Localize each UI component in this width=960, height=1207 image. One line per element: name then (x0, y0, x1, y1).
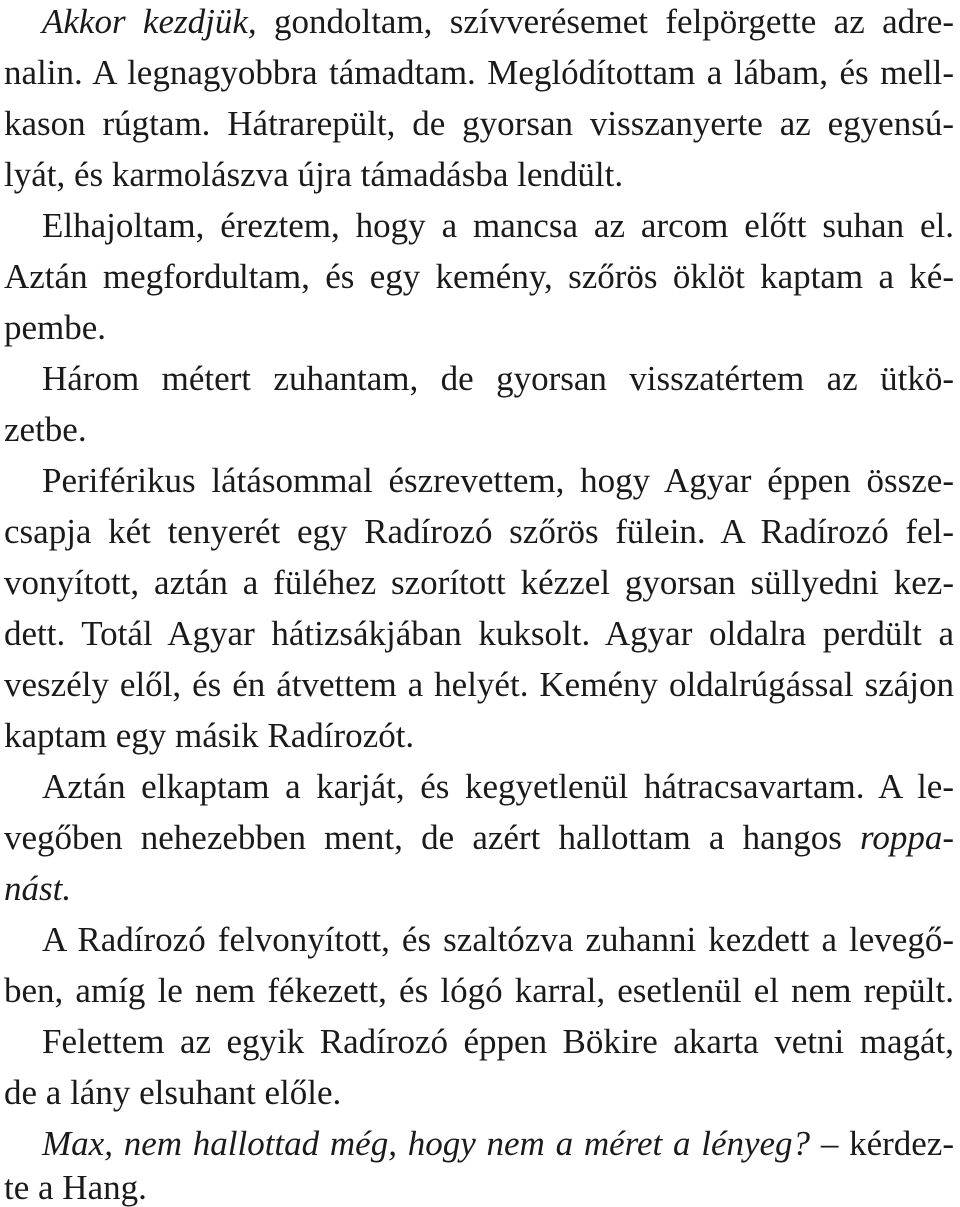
text-line: nást. (4, 869, 72, 908)
text-line: Három métert zuhantam, de gyorsan visszatértem az ütkö- (42, 359, 954, 398)
text-line: te a Hang. (4, 1168, 147, 1207)
text-line: pembe. (4, 308, 107, 347)
text-line: Akkor kezdjük, gondoltam, szívverésemet felpörgette az adre- (42, 2, 954, 41)
text-line: Periférikus látásommal észrevettem, hogy Agyar éppen össze- (42, 461, 954, 500)
text-line: vonyított, aztán a füléhez szorított kézzel gyorsan süllyedni kez- (4, 563, 954, 602)
text-line: nalin. A legnagyobbra támadtam. Meglódítottam a lábam, és mell- (4, 53, 954, 92)
text-line: kason rúgtam. Hátrarepült, de gyorsan visszanyerte az egyensú- (4, 104, 954, 143)
text-line: Aztán elkaptam a karját, és kegyetlenül hátracsavartam. A le- (42, 767, 954, 806)
text-line: dett. Totál Agyar hátizsákjában kuksolt. Agyar oldalra perdült a (4, 614, 954, 653)
text-line: Max, nem hallottad még, hogy nem a méret a lényeg? – kérdez- (42, 1124, 954, 1163)
text-line: ben, amíg le nem fékezett, és lógó karral, esetlenül el nem repült. (4, 971, 954, 1010)
text-line: A Radírozó felvonyított, és szaltózva zuhanni kezdett a levegő- (42, 920, 954, 959)
text-line: lyát, és karmolászva újra támadásba lendült. (4, 155, 624, 194)
text-line: zetbe. (4, 410, 87, 449)
text-line: Felettem az egyik Radírozó éppen Bökire akarta vetni magát, (42, 1022, 954, 1061)
text-line: veszély elől, és én átvettem a helyét. Kemény oldalrúgással szájon (4, 665, 954, 704)
text-line: Aztán megfordultam, és egy kemény, szőrös öklöt kaptam a ké- (4, 257, 954, 296)
text-line: Elhajoltam, éreztem, hogy a mancsa az arcom előtt suhan el. (42, 206, 954, 245)
text-line: de a lány elsuhant előle. (4, 1073, 342, 1112)
text-line: vegőben nehezebben ment, de azért hallottam a hangos roppa- (4, 818, 954, 857)
text-line: csapja két tenyerét egy Radírozó szőrös fülein. A Radírozó fel- (4, 512, 954, 551)
text-line: kaptam egy másik Radírozót. (4, 716, 415, 755)
